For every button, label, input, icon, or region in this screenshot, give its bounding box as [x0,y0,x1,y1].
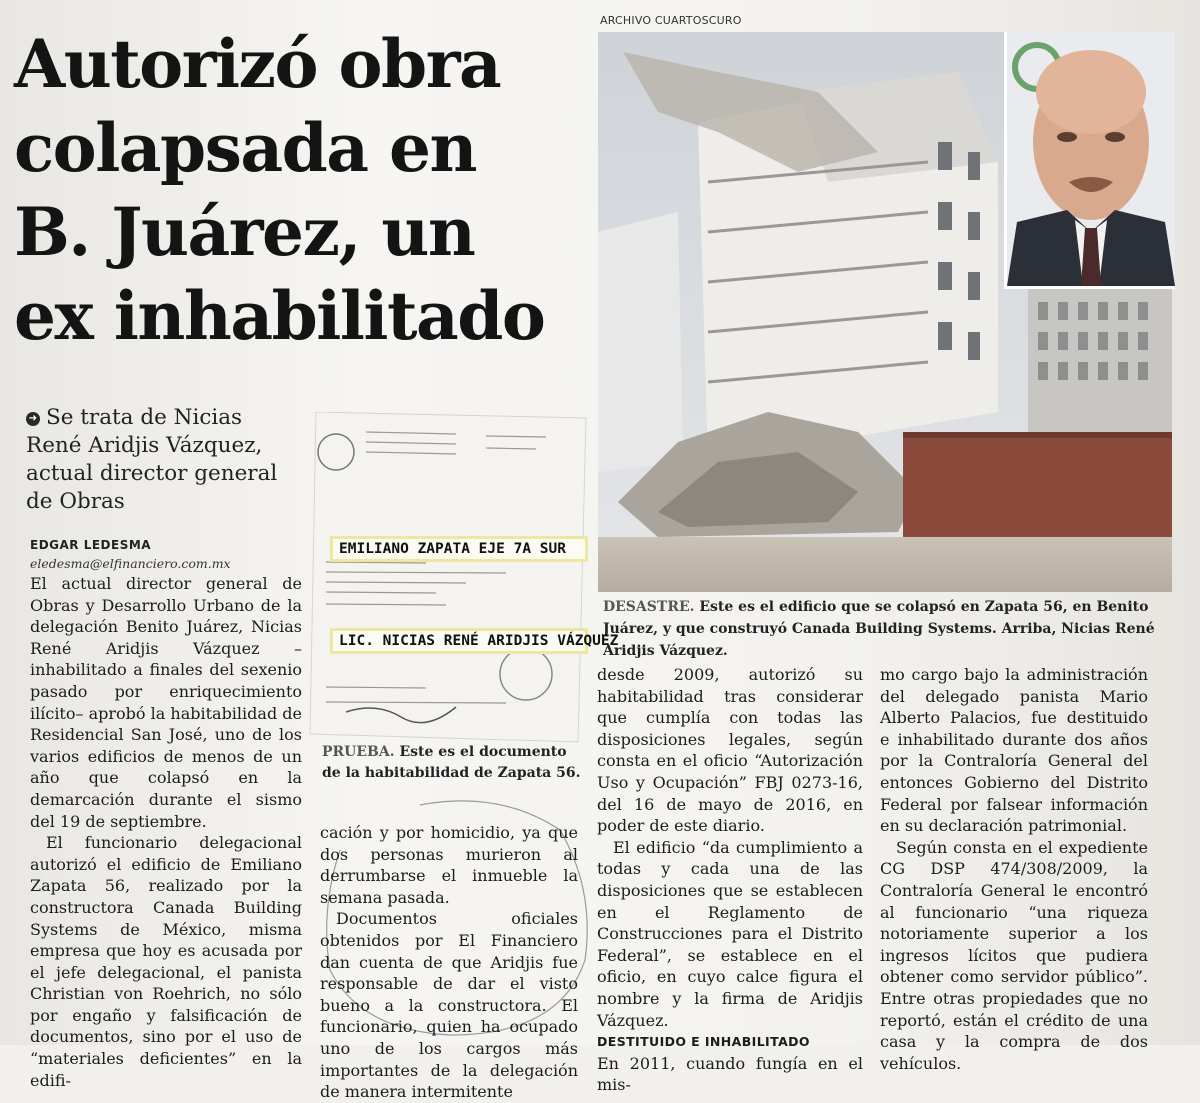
author-email: eledesma@elfinanciero.com.mx [30,556,231,571]
article-column-4 [880,664,1148,1074]
document-caption [322,742,582,784]
section-subhead: DESTITUIDO E INHABILITADO [597,1034,810,1050]
document-caption-label: PRUEBA. [322,744,395,760]
headline-line-3: B. Juárez, un [14,193,475,271]
article-column-3 [597,664,863,1096]
summary-bullet [26,404,296,516]
paragraph: Documentos oficiales obtenidos por El Financiero dan cuenta de que Aridjis fue responsable de dar el visto bueno a la constructora. El funcionario, quien ha ocupado uno de los cargos más importantes de la delegación de manera intermitente [320,909,578,1102]
paragraph: mo cargo bajo la administración del delegado panista Mario Alberto Palacios, fue destituido e inhabilitado durante dos años por la Contraloría General del entonces Gobierno del Distrito Federal por falsear información en su declaración patrimonial. [880,665,1148,836]
official-document-image [306,412,596,752]
document-caption-text: Este es el documento de la habitabilidad de Zapata 56. [322,744,581,781]
paragraph: cación y por homicidio, ya que dos personas murieron al derrumbarse el inmueble la semana pasada. [320,823,578,907]
author-byline: EDGAR LEDESMA [30,538,152,552]
headline-line-2: colapsada en [14,109,476,187]
photo-credit: ARCHIVO CUARTOSCURO [600,14,742,27]
portrait-photo [1004,32,1175,289]
headline-line-4: ex inhabilitado [14,277,545,355]
paragraph: desde 2009, autorizó su habitabilidad tras considerar que cumplía con todas las disposiciones legales, según consta en el oficio “Autorización Uso y Ocupación” FBJ 0273-16, del 16 de mayo de 2016, en poder de este diario. [597,665,863,836]
highlight-name: LIC. NICIAS RENÉ ARIDJIS VÁZQUEZ [330,628,588,654]
photo-caption-label: DESASTRE. [603,599,695,615]
photo-caption [603,596,1163,662]
summary-text: Se trata de Nicias René Aridjis Vázquez, actual director general de Obras [26,405,278,514]
paragraph: Según consta en el expediente CG DSP 474/308/2009, la Contraloría General le encontró al funcionario “una riqueza notoriamente superior a los ingresos lícitos que pudiera obtener como servidor público”. Entre otras propiedades que no reportó, están el crédito de una casa y la compra de dos vehículos. [880,837,1148,1073]
paragraph: El funcionario delegacional autorizó el edificio de Emiliano Zapata 56, realizado por la constructora Canada Building Systems de México, misma empresa que hoy es acusada por el jefe delegacional, el panista Christian von Roehrich, no sólo por engaño y falsificación de documentos, sino por el uso de “materiales deficientes” en la edifi- [30,833,302,1090]
photo-caption-text: Este es el edificio que se colapsó en Zapata 56, en Benito Juárez, y que construyó Canada Building Systems. Arriba, Nicias René Aridjis Vázquez. [603,599,1155,659]
headline [14,22,589,358]
article-column-2 [320,822,578,1103]
paragraph: En 2011, cuando fungía en el mis- [597,1053,863,1095]
highlight-address: EMILIANO ZAPATA EJE 7A SUR [330,536,588,562]
paragraph: El edificio “da cumplimiento a todas y cada una de las disposiciones que se establecen en el Reglamento de Construcciones para el Distrito Federal”, se establece en el oficio, en cuyo calce figura el nombre y la firma de Aridjis Vázquez. [597,837,863,1030]
arrow-bullet-icon: ➜ [26,412,40,426]
headline-line-1: Autorizó obra [14,25,501,103]
paragraph: El actual director general de Obras y Desarrollo Urbano de la delegación Benito Juárez, Nicias René Aridjis Vázquez –inhabilitado a finales del sexenio pasado por enriquecimiento ilícito– aprobó la habitabilidad de Residencial San José, uno de los varios edificios de menos de un año que colapsó en la demarcación durante el sismo del 19 de septiembre. [30,574,302,831]
article-column-1 [30,573,302,1091]
